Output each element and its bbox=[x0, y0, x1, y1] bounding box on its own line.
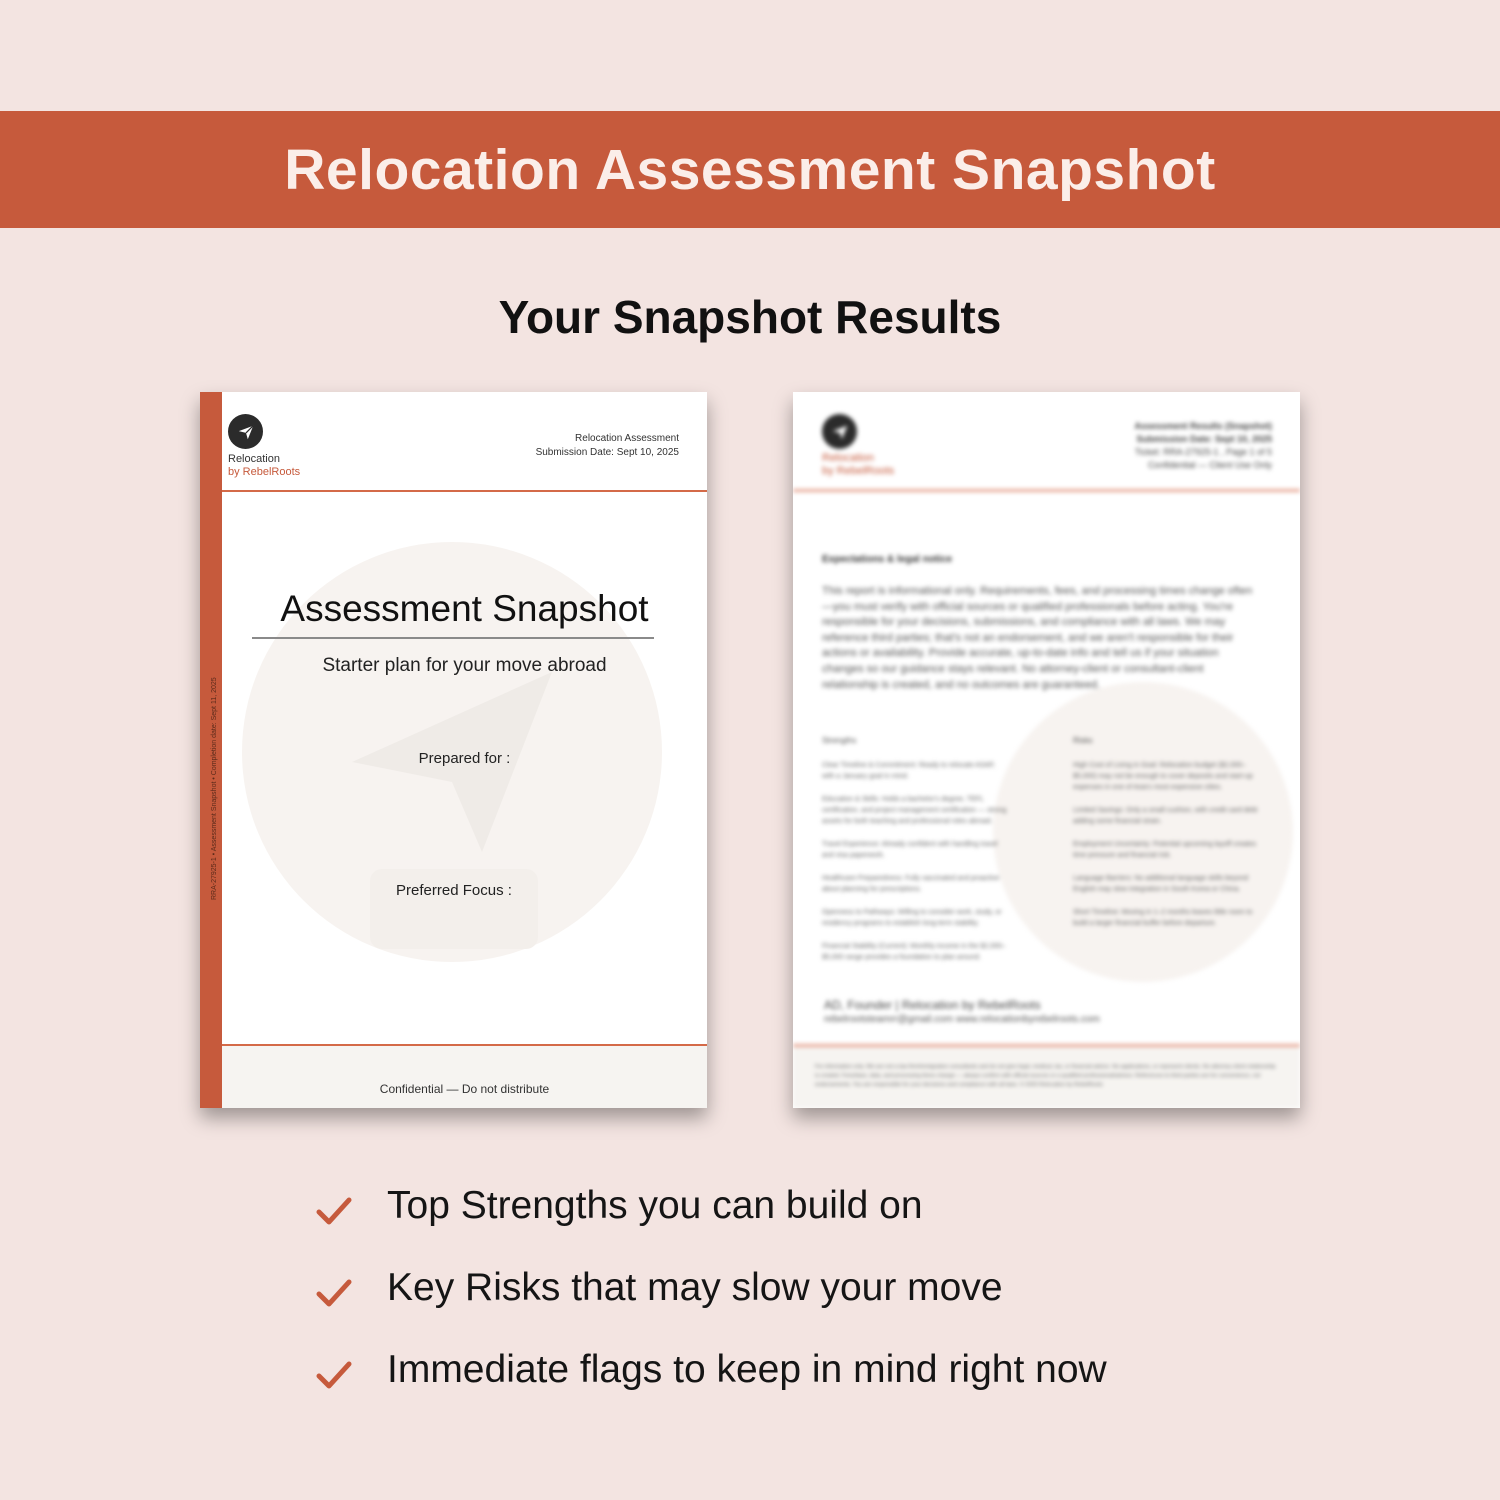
title-divider bbox=[252, 637, 654, 639]
checkmark-icon bbox=[315, 1192, 353, 1230]
page-title: Relocation Assessment Snapshot bbox=[284, 137, 1216, 202]
signature-line: AD, Founder | Relocation by RebelRoots bbox=[824, 998, 1041, 1012]
contact-line: rebelrootsteamrr@gmail.com www.relocationbyrebelroots.com bbox=[824, 1014, 1100, 1025]
legal-heading: Expectations & legal notice bbox=[822, 554, 953, 565]
list-item: Clear Timeline & Commitment: Ready to relocate ASAP, with a January goal in mind. bbox=[822, 762, 996, 780]
checklist-label: Immediate flags to keep in mind right now bbox=[387, 1348, 1107, 1391]
checklist-label: Key Risks that may slow your move bbox=[387, 1266, 1003, 1309]
section-subtitle: Your Snapshot Results bbox=[498, 291, 1002, 343]
meta-title: Assessment Results (Snapshot) bbox=[1134, 421, 1272, 431]
results-page-preview bbox=[793, 392, 1300, 1108]
list-item: Limited Savings: Only a small cushion, with credit card debt adding some financial strain. bbox=[1073, 807, 1258, 825]
list-item: Employment Uncertainty: Potential upcoming layoff creates time pressure and financial risk. bbox=[1073, 841, 1257, 859]
prepared-for-label: Prepared for : bbox=[418, 750, 511, 767]
risks-heading: Risks bbox=[1073, 736, 1093, 745]
checkmark-icon bbox=[315, 1274, 353, 1312]
logo-subtitle: by RebelRoots bbox=[822, 465, 895, 477]
strengths-column bbox=[822, 735, 1007, 975]
spine-text: RRA-27925-1 • Assessment Snapshot • Completion date: Sept 11, 2025 bbox=[211, 677, 218, 900]
logo-name: Relocation bbox=[228, 453, 280, 465]
list-item: Healthcare Preparedness: Fully vaccinated and proactive about planning for prescriptions. bbox=[822, 875, 1000, 893]
meta-ticket: Ticket: RRA-27925-1 , Page 1 of 5 bbox=[1134, 447, 1272, 457]
results-meta bbox=[1134, 420, 1272, 472]
list-item: Language Barriers: No additional language skills beyond English may slow integration in South Korea or China. bbox=[1073, 875, 1249, 893]
logo-name: Relocation bbox=[822, 452, 874, 464]
meta-confidential: Confidential — Client Use Only bbox=[1147, 460, 1272, 470]
checklist-label: Top Strengths you can build on bbox=[387, 1184, 923, 1227]
results-header bbox=[793, 392, 1300, 492]
cover-title: Assessment Snapshot bbox=[280, 588, 649, 629]
meta-date: Submission Date: Sept 10, 2025 bbox=[535, 447, 679, 458]
paper-plane-icon bbox=[822, 414, 857, 449]
list-item: Financial Stability (Current): Monthly income in the $2,000–$5,000 range provides a foundation to plan around. bbox=[822, 943, 1006, 961]
header-banner bbox=[0, 111, 1500, 228]
preferred-focus-label: Preferred Focus : bbox=[396, 882, 512, 899]
checkmark-icon bbox=[315, 1356, 353, 1394]
list-item bbox=[315, 1348, 1107, 1430]
cover-header bbox=[222, 392, 707, 492]
cover-page-preview bbox=[200, 392, 707, 1108]
list-item bbox=[315, 1184, 923, 1266]
list-item: High Cost of Living in Goal: Relocation budget ($2,000–$5,000) may not be enough to cover deposits and start-up expenses in one of Asia's most expensive cities. bbox=[1073, 762, 1253, 791]
cover-meta bbox=[536, 432, 679, 460]
legal-paragraph: This report is informational only. Requirements, fees, and processing times change often—you must verify with official sources or qualified professionals before acting. You're responsible for your decisions, submissions, and compliance with all laws. We may reference third parties; that's not an endorsement, and we aren't responsible for their actions or availability. Provide accurate, up-to-date info and tell us if your situation changes so our guidance stays relevant. No attorney-client or consultant-client relationship is created, and no outcomes are guaranteed. bbox=[822, 585, 1253, 691]
list-item: Short Timeline: Moving in 1–2 months leaves little room to build a larger financial buffer before departure. bbox=[1073, 909, 1253, 927]
meta-date: Submission Date: Sept 10, 2025 bbox=[1136, 434, 1272, 444]
list-item: Openness to Pathways: Willing to consider work, study, or residency programs to establish long-term stability. bbox=[822, 909, 1002, 927]
paper-plane-icon bbox=[228, 414, 263, 449]
footer-disclaimer: For information only. We are not a law firm/immigration consultants and do not give legal, medical, tax, or financial advice. No applications, or represent clients. No attorney-client relationship is created. Fees/laws, data, and processing times change — always confirm with official sources or a qualified professional/advisor. References to third parties are for convenience, not endorsements. You are responsible for your decisions and compliance with all laws. © 2025 Relocation by RebelRoots bbox=[815, 1064, 1276, 1088]
list-item: Education & Skills: Holds a bachelor's degree, TEFL certification, and project management certification — strong assets for both teaching and professional roles abroad. bbox=[822, 796, 1007, 825]
cover-tagline: Starter plan for your move abroad bbox=[322, 655, 607, 676]
list-item: Travel Experience: Already confident with handling travel and visa paperwork. bbox=[822, 841, 998, 859]
logo-subtitle: by RebelRoots bbox=[228, 466, 301, 478]
risks-column bbox=[1073, 735, 1258, 941]
blurred-content bbox=[793, 392, 1300, 1108]
list-item bbox=[315, 1266, 1003, 1348]
benefits-checklist bbox=[315, 1184, 1107, 1430]
confidential-note: Confidential — Do not distribute bbox=[379, 1082, 550, 1096]
preferred-focus-box bbox=[370, 869, 538, 949]
cover-footer bbox=[222, 1044, 707, 1108]
results-footer bbox=[793, 1044, 1300, 1108]
meta-title: Relocation Assessment bbox=[575, 433, 679, 444]
strengths-heading: Strengths bbox=[822, 736, 857, 745]
